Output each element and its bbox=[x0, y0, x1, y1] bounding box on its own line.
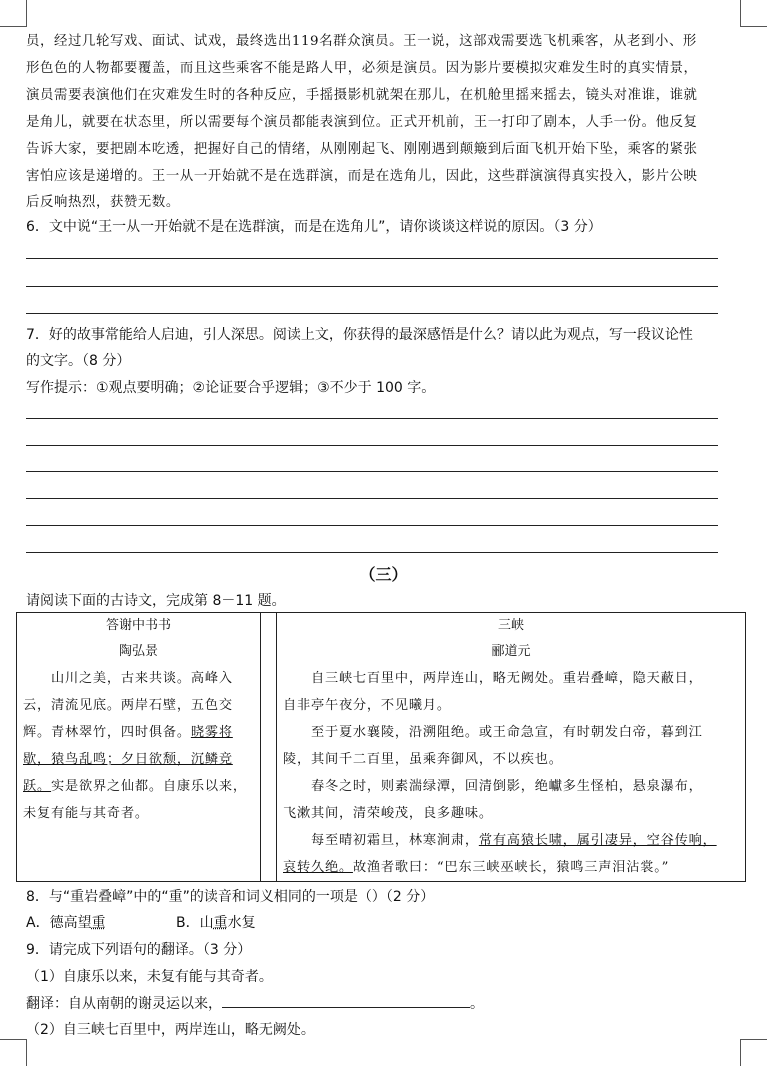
poem-line: 歇，猿鸟乱鸣；夕日欲颓，沉鳞竞 bbox=[23, 752, 233, 767]
passage-line: 告诉大家，要把剧本吃透，把握好自己的情绪，从刚刚起飞、刚刚遇到颠簸到后面飞机开始下坠，乘客的紧张 bbox=[26, 142, 698, 157]
answer-line[interactable] bbox=[26, 471, 718, 472]
passage-line: 员，经过几轮写戏、面试、试戏，最终选出119名群众演员。王一说，这部戏需要选飞机乘客，从老到小、形 bbox=[26, 34, 697, 49]
question-9-1: （1）自康乐以来，未复有能与其奇者。 bbox=[26, 969, 273, 985]
poem-line: 陵，其间千二百里，虽乘奔御风，不以疾也。 bbox=[283, 752, 563, 767]
poem-line: 自非亭午夜分，不见曦月。 bbox=[283, 698, 451, 713]
answer-line[interactable] bbox=[26, 313, 718, 314]
poem-left-cell bbox=[17, 613, 261, 882]
answer-line[interactable] bbox=[26, 445, 718, 446]
instruction: 请阅读下面的古诗文，完成第 8－11 题。 bbox=[26, 593, 286, 609]
poem-line-text: 辉。青林翠竹，四时俱备。 bbox=[23, 725, 191, 740]
poem-line: 至于夏水襄陵，沿溯阻绝。或王命急宣，有时朝发白帝，暮到江 bbox=[283, 725, 703, 740]
fill-blank[interactable] bbox=[222, 993, 470, 1008]
question-9-1-answer bbox=[26, 993, 741, 1013]
answer-line[interactable] bbox=[26, 498, 718, 499]
poem-author: 郦道元 bbox=[491, 644, 531, 659]
underlined-phrase: 常有高猿长啸，属引凄异，空谷传响， bbox=[478, 833, 717, 848]
option-a[interactable] bbox=[26, 912, 106, 932]
crop-mark-bottom-right bbox=[740, 1039, 767, 1066]
option-a-marked-char: 重 bbox=[91, 915, 106, 931]
answer-line[interactable] bbox=[26, 258, 718, 259]
poem-line bbox=[283, 854, 739, 881]
answer-line[interactable] bbox=[26, 286, 718, 287]
poem-line-text: 故渔者歌曰：“巴东三峡巫峡长，猿鸣三声泪沾裳。” bbox=[352, 860, 670, 875]
classical-text-table bbox=[16, 612, 746, 882]
poem-line bbox=[23, 773, 254, 800]
option-b-text-end: 水复 bbox=[227, 915, 256, 931]
answer-suffix: 。 bbox=[470, 996, 484, 1012]
underlined-phrase: 哀转久绝。 bbox=[283, 860, 353, 875]
question-7: 7．好的故事常能给人启迪，引人深思。阅读上文，你获得的最深感悟是什么？请以此为观点，写一段议论性 bbox=[26, 327, 693, 343]
answer-line[interactable] bbox=[26, 525, 718, 526]
question-9: 9．请完成下列语句的翻译。（3 分） bbox=[26, 942, 252, 958]
option-b-marked-char: 重 bbox=[213, 915, 228, 931]
poem-line: 山川之美，古来共谈。高峰入 bbox=[23, 671, 233, 686]
poem-title: 答谢中书书 bbox=[105, 618, 171, 633]
passage-line: 后反响热烈，获赞无数。 bbox=[26, 195, 180, 210]
poem-right-cell bbox=[277, 613, 746, 882]
passage-line: 是角儿，就要在状态里，所以需要每个演员都能表演到位。正式开机前，王一打印了剧本，人手一份。他反复 bbox=[26, 115, 698, 130]
crop-mark-top-left bbox=[0, 0, 27, 27]
underlined-phrase: 跃。 bbox=[23, 779, 51, 794]
answer-line[interactable] bbox=[26, 418, 718, 419]
underlined-phrase: 晓雾将 bbox=[190, 725, 233, 740]
poem-line: 云，清流见底。两岸石壁，五色交 bbox=[23, 698, 233, 713]
question-8: 8．与“重岩叠嶂”中的“重”的读音和词义相同的一项是（）（2 分） bbox=[26, 889, 435, 905]
poem-line-text: 每至晴初霜旦，林寒涧肃， bbox=[283, 833, 479, 848]
crop-mark-top-right bbox=[740, 0, 767, 27]
poem-author: 陶弘景 bbox=[118, 644, 158, 659]
crop-mark-bottom-left bbox=[0, 1039, 27, 1066]
poem-title: 三峡 bbox=[497, 618, 524, 633]
poem-line bbox=[283, 827, 739, 854]
poem-line: 未复有能与其奇者。 bbox=[23, 806, 149, 821]
poem-line bbox=[23, 719, 254, 746]
passage-line: 害怕应该是递增的。王一从一开始就不是在选群演，而是在选角儿，因此，这些群演演得真实投入，影片公映 bbox=[26, 169, 698, 184]
writing-hint: 写作提示：①观点要明确；②论证要合乎逻辑；③不少于 100 字。 bbox=[26, 380, 436, 396]
poem-line-text: 实是欲界之仙都。自康乐以来， bbox=[50, 779, 247, 794]
section-title: （三） bbox=[359, 565, 408, 584]
question-7-cont: 的文字。（8 分） bbox=[26, 353, 131, 369]
poem-line: 自三峡七百里中，两岸连山，略无阙处。重岩叠嶂，隐天蔽日， bbox=[283, 671, 703, 686]
poem-body bbox=[17, 665, 260, 827]
answer-prefix: 翻译：自从南朝的谢灵运以来， bbox=[26, 996, 222, 1012]
option-b[interactable] bbox=[176, 912, 256, 932]
question-9-2: （2）自三峡七百里中，两岸连山，略无阙处。 bbox=[26, 1022, 315, 1038]
passage-line: 演员需要表演他们在灾难发生时的各种反应，手摇摄影机就架在那儿，在机舱里摇来摇去，镜头对准谁，谁就 bbox=[26, 88, 698, 103]
option-a-text: A．德高望 bbox=[26, 915, 92, 931]
question-6: 6．文中说“王一从一开始就不是在选群演，而是在选角儿”，请你谈谈这样说的原因。（3 分） bbox=[26, 219, 602, 235]
option-b-text: B．山 bbox=[176, 915, 214, 931]
poem-line: 春冬之时，则素湍绿潭，回清倒影，绝巘多生怪柏，悬泉瀑布， bbox=[283, 779, 703, 794]
poem-line: 飞漱其间，清荣峻茂，良多趣味。 bbox=[283, 806, 493, 821]
table-spacer-cell bbox=[261, 613, 277, 882]
answer-line[interactable] bbox=[26, 552, 718, 553]
poem-body bbox=[277, 665, 745, 881]
passage-line: 形色色的人物都要覆盖，而且这些乘客不能是路人甲，必须是演员。因为影片要模拟灾难发生时的真实情景， bbox=[26, 61, 698, 76]
